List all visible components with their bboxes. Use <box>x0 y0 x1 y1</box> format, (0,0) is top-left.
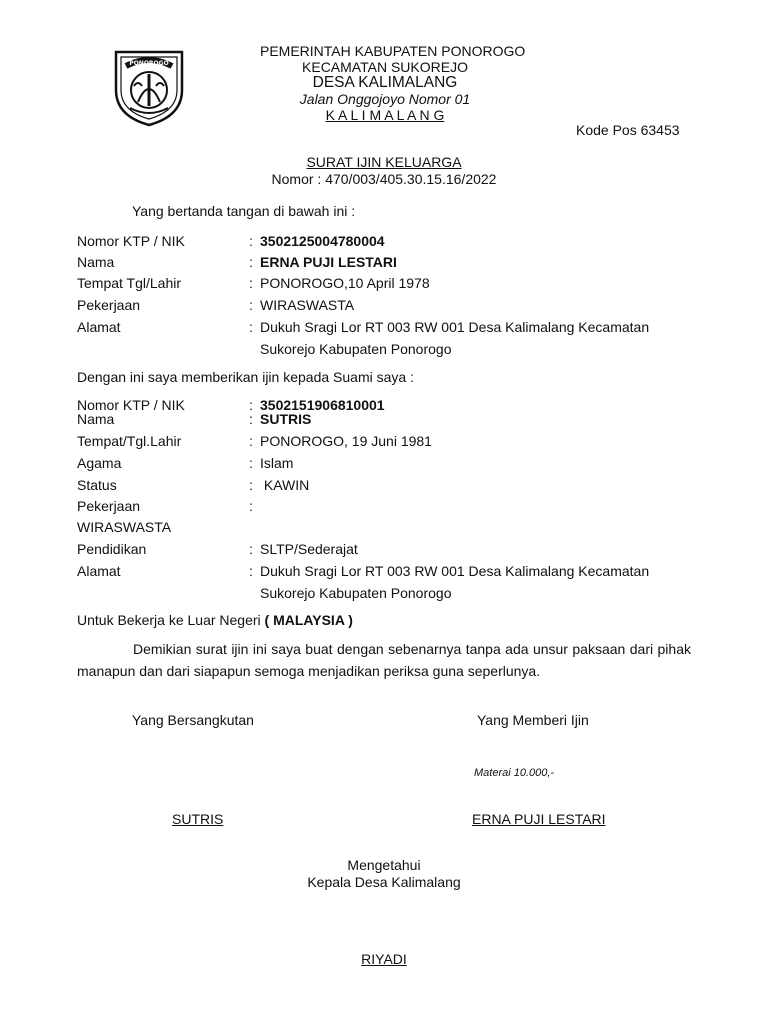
person2-status-label: Status <box>77 477 117 493</box>
left-signer-title: Yang Bersangkutan <box>132 712 254 728</box>
person2-job-label: Pekerjaan <box>77 498 141 514</box>
purpose-country: ( MALAYSIA ) <box>264 612 353 628</box>
header-village-spaced: K A L I M A L A N G <box>325 107 445 123</box>
header-street: Jalan Onggojoyo Nomor 01 <box>299 91 471 107</box>
colon: : <box>249 411 253 427</box>
person1-nik-label: Nomor KTP / NIK <box>77 233 185 249</box>
person2-name-label: Nama <box>77 411 115 427</box>
colon: : <box>249 319 253 335</box>
colon: : <box>249 498 253 514</box>
person1-name-label: Nama <box>77 254 115 270</box>
person1-nik: 3502125004780004 <box>260 233 385 249</box>
person2-job: WIRASWASTA <box>77 519 172 535</box>
seal-text: PONOROGO <box>129 60 169 67</box>
document-title: SURAT IJIN KELUARGA <box>306 154 462 170</box>
colon: : <box>249 541 253 557</box>
header-government: PEMERINTAH KABUPATEN PONOROGO <box>260 43 526 59</box>
colon: : <box>249 455 253 471</box>
right-signer-name: ERNA PUJI LESTARI <box>472 811 606 827</box>
colon: : <box>249 275 253 291</box>
person2-nik-label: Nomor KTP / NIK <box>77 397 185 413</box>
right-signer-title: Yang Memberi Ijin <box>477 712 589 728</box>
closing-paragraph: Demikian surat ijin ini saya buat dengan sebenarnya tanpa ada unsur paksaan dari pihak manapun dan dari siapapun semoga menjadikan periksa guna seperlunya. <box>77 641 691 679</box>
person1-birth-label: Tempat Tgl/Lahir <box>77 275 182 291</box>
colon: : <box>249 254 253 270</box>
purpose-statement <box>77 612 353 628</box>
intro-text: Yang bertanda tangan di bawah ini : <box>132 203 356 219</box>
header-postal-code: Kode Pos 63453 <box>576 122 680 138</box>
person2-status: KAWIN <box>260 477 310 493</box>
stamp-duty-label: Materai 10.000,- <box>474 767 555 779</box>
approval-title: Kepala Desa Kalimalang <box>307 874 461 890</box>
colon: : <box>249 477 253 493</box>
person2-education-label: Pendidikan <box>77 541 147 557</box>
approval-acknowledged: Mengetahui <box>347 857 421 873</box>
person2-address-line1: Dukuh Sragi Lor RT 003 RW 001 Desa Kalimalang Kecamatan <box>260 563 650 579</box>
person2-religion: Islam <box>260 455 294 471</box>
colon: : <box>249 433 253 449</box>
person1-address-label: Alamat <box>77 319 121 335</box>
person2-birth: PONOROGO, 19 Juni 1981 <box>260 433 432 449</box>
permission-text: Dengan ini saya memberikan ijin kepada Suami saya : <box>77 369 414 385</box>
left-signer-name: SUTRIS <box>172 811 224 827</box>
colon: : <box>249 233 253 249</box>
person1-job-label: Pekerjaan <box>77 297 141 313</box>
person2-address-line2: Sukorejo Kabupaten Ponorogo <box>260 585 452 601</box>
person2-nik: 3502151906810001 <box>260 397 385 413</box>
colon: : <box>249 563 253 579</box>
person1-address-line1: Dukuh Sragi Lor RT 003 RW 001 Desa Kalimalang Kecamatan <box>260 319 650 335</box>
ponorogo-seal-logo <box>108 46 190 128</box>
colon: : <box>249 397 253 413</box>
colon: : <box>249 297 253 313</box>
person1-name: ERNA PUJI LESTARI <box>260 254 397 270</box>
person1-address-line2: Sukorejo Kabupaten Ponorogo <box>260 341 452 357</box>
document-number: Nomor : 470/003/405.30.15.16/2022 <box>271 171 497 187</box>
purpose-prefix: Untuk Bekerja ke Luar Negeri <box>77 612 265 628</box>
header-district: KECAMATAN SUKOREJO <box>302 59 468 75</box>
person2-address-label: Alamat <box>77 563 121 579</box>
header-village: DESA KALIMALANG <box>312 74 458 91</box>
person2-religion-label: Agama <box>77 455 122 471</box>
person1-birth: PONOROGO,10 April 1978 <box>260 275 430 291</box>
person1-job: WIRASWASTA <box>260 297 355 313</box>
approval-name: RIYADI <box>361 951 407 967</box>
person2-birth-label: Tempat/Tgl.Lahir <box>77 433 182 449</box>
person2-name: SUTRIS <box>260 411 312 427</box>
person2-education: SLTP/Sederajat <box>260 541 358 557</box>
